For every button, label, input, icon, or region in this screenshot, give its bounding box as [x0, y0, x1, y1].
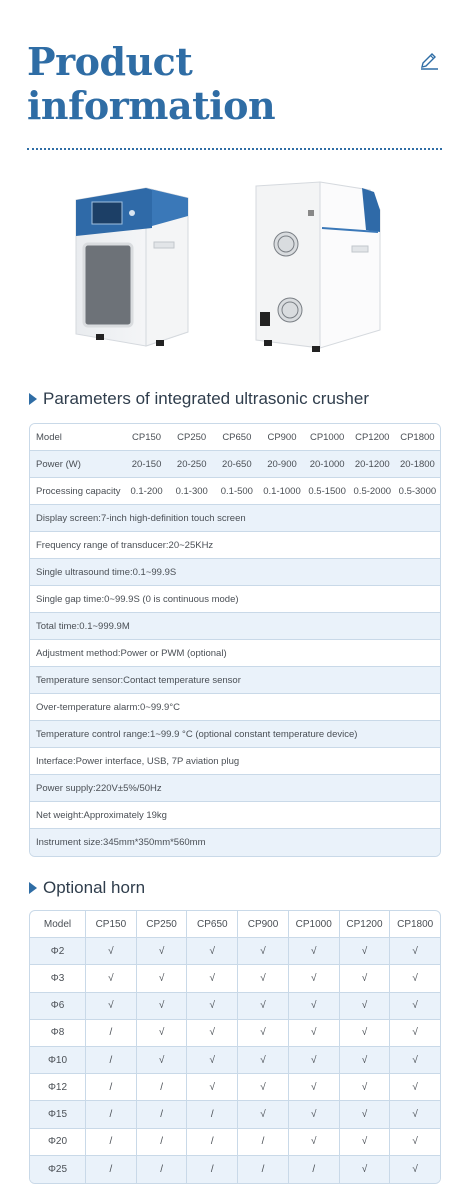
- cell: /: [238, 1156, 289, 1183]
- cell: √: [238, 993, 289, 1019]
- cell: √: [340, 1047, 391, 1073]
- title-line-2: information: [27, 83, 276, 128]
- row-label: Φ20: [30, 1129, 86, 1155]
- cell: /: [86, 1129, 137, 1155]
- cell: √: [238, 1020, 289, 1046]
- cell: √: [289, 1047, 340, 1073]
- pencil-icon[interactable]: [418, 48, 440, 70]
- title-line-1: Product: [27, 39, 193, 84]
- parameters-table: [29, 423, 441, 857]
- cell: √: [187, 993, 238, 1019]
- triangle-bullet-icon: [29, 393, 37, 405]
- table-row: [30, 1101, 440, 1128]
- cell: √: [137, 1047, 188, 1073]
- cell: /: [137, 1101, 188, 1127]
- row-label: Model: [36, 431, 62, 443]
- section-heading-optional-horn: [29, 878, 145, 898]
- cell: √: [289, 1020, 340, 1046]
- cell: 0.5-2000: [353, 485, 392, 497]
- cell: √: [289, 1074, 340, 1100]
- cell: √: [412, 972, 418, 984]
- cell: √: [238, 1101, 289, 1127]
- row-label: Power (W): [36, 458, 81, 470]
- table-row: [30, 1074, 440, 1101]
- cell: √: [340, 938, 391, 964]
- cell: √: [340, 1074, 391, 1100]
- cell: 20-650: [222, 458, 252, 470]
- cell: CP900: [238, 911, 289, 937]
- cell: CP250: [177, 431, 207, 443]
- cell: /: [289, 1156, 340, 1183]
- cell: √: [86, 938, 137, 964]
- cell: √: [412, 1081, 418, 1093]
- cell: √: [412, 1000, 418, 1012]
- section-heading-label: Optional horn: [43, 878, 146, 897]
- table-header-row: [30, 911, 440, 938]
- table-row: [30, 938, 440, 965]
- row-label: Model: [30, 911, 86, 937]
- cell: √: [340, 993, 391, 1019]
- cell: √: [238, 965, 289, 991]
- cell: √: [289, 1101, 340, 1127]
- table-row: [30, 1047, 440, 1074]
- cell: 0.1-1000: [263, 485, 301, 497]
- cell: CP1800: [400, 431, 435, 443]
- cell: √: [340, 1156, 391, 1183]
- cell: 20-250: [176, 458, 207, 470]
- cell: CP1000: [309, 431, 345, 443]
- cell: √: [238, 1074, 289, 1100]
- cell: √: [137, 1020, 188, 1046]
- cell: /: [187, 1101, 238, 1127]
- cell: √: [412, 1163, 418, 1175]
- cell: √: [137, 938, 188, 964]
- cell: /: [187, 1129, 238, 1155]
- cell: /: [238, 1129, 289, 1155]
- cell: /: [137, 1129, 188, 1155]
- cell: √: [412, 1108, 418, 1120]
- cell: √: [289, 993, 340, 1019]
- optional-horn-table: [29, 910, 441, 1184]
- cell: /: [137, 1074, 188, 1100]
- spec-row: Adjustment method:Power or PWM (optional): [30, 640, 440, 667]
- cell: /: [86, 1156, 137, 1183]
- row-label: Processing capacity: [36, 485, 121, 497]
- cell: √: [289, 1129, 340, 1155]
- product-back-image: [250, 180, 390, 355]
- row-label: Φ6: [30, 993, 86, 1019]
- section-heading-label: Parameters of integrated ultrasonic crusher: [43, 389, 369, 408]
- spec-row: Temperature control range:1~99.9 °C (optional constant temperature device): [30, 721, 440, 748]
- section-heading-parameters: [29, 389, 369, 409]
- spec-row: Single gap time:0~99.9S (0 is continuous mode): [30, 586, 440, 613]
- table-row-power: [30, 451, 440, 478]
- table-row: [30, 1129, 440, 1156]
- cell: CP250: [137, 911, 188, 937]
- cell: /: [86, 1074, 137, 1100]
- cell: √: [340, 1101, 391, 1127]
- spec-row: Temperature sensor:Contact temperature sensor: [30, 667, 440, 694]
- cell: √: [187, 1020, 238, 1046]
- cell: /: [86, 1020, 137, 1046]
- cell: /: [86, 1047, 137, 1073]
- cell: CP1800: [397, 918, 434, 930]
- row-label: Φ25: [30, 1156, 86, 1183]
- row-label: Φ8: [30, 1020, 86, 1046]
- spec-row: Frequency range of transducer:20~25KHz: [30, 532, 440, 559]
- cell: CP900: [267, 431, 297, 443]
- page-title: [27, 40, 275, 128]
- table-row: [30, 1020, 440, 1047]
- cell: CP1000: [289, 911, 340, 937]
- row-label: Φ3: [30, 965, 86, 991]
- cell: 0.1-500: [220, 485, 253, 497]
- cell: CP1200: [355, 431, 390, 443]
- cell: 20-900: [267, 458, 297, 470]
- cell: /: [137, 1156, 188, 1183]
- cell: √: [340, 965, 391, 991]
- cell: 20-1800: [399, 458, 435, 470]
- cell: √: [187, 1047, 238, 1073]
- table-row: [30, 993, 440, 1020]
- cell: /: [86, 1101, 137, 1127]
- cell: √: [238, 1047, 289, 1073]
- cell: 0.5-3000: [398, 485, 437, 497]
- cell: CP150: [86, 911, 137, 937]
- cell: 0.1-300: [175, 485, 208, 497]
- cell: √: [412, 1054, 418, 1066]
- spec-row: Instrument size:345mm*350mm*560mm: [30, 829, 440, 856]
- cell: 20-150: [131, 458, 162, 470]
- cell: 20-1000: [309, 458, 345, 470]
- cell: √: [187, 1074, 238, 1100]
- cell: √: [340, 1020, 391, 1046]
- cell: CP1200: [340, 911, 391, 937]
- spec-row: Single ultrasound time:0.1~99.9S: [30, 559, 440, 586]
- cell: 0.1-200: [130, 485, 163, 497]
- cell: √: [289, 938, 340, 964]
- cell: CP650: [222, 431, 252, 443]
- cell: 20-1200: [354, 458, 390, 470]
- divider: [27, 148, 442, 150]
- spec-row: Interface:Power interface, USB, 7P aviation plug: [30, 748, 440, 775]
- row-label: Φ12: [30, 1074, 86, 1100]
- cell: /: [187, 1156, 238, 1183]
- spec-row: Net weight:Approximately 19kg: [30, 802, 440, 829]
- table-row: [30, 965, 440, 992]
- row-label: Φ2: [30, 938, 86, 964]
- cell: √: [187, 965, 238, 991]
- table-row-capacity: [30, 478, 440, 505]
- cell: √: [86, 993, 137, 1019]
- cell: √: [137, 993, 188, 1019]
- cell: √: [187, 938, 238, 964]
- row-label: Φ15: [30, 1101, 86, 1127]
- table-row-model: [30, 424, 440, 451]
- triangle-bullet-icon: [29, 882, 37, 894]
- cell: √: [289, 965, 340, 991]
- row-label: Φ10: [30, 1047, 86, 1073]
- cell: CP150: [132, 431, 162, 443]
- cell: √: [412, 1136, 418, 1148]
- product-front-image: [68, 182, 198, 352]
- spec-row: Power supply:220V±5%/50Hz: [30, 775, 440, 802]
- cell: √: [412, 945, 418, 957]
- cell: √: [412, 1027, 418, 1039]
- spec-row: Total time:0.1~999.9M: [30, 613, 440, 640]
- spec-row: Display screen:7-inch high-definition touch screen: [30, 505, 440, 532]
- cell: √: [137, 965, 188, 991]
- table-row: [30, 1156, 440, 1183]
- cell: √: [86, 965, 137, 991]
- spec-row: Over-temperature alarm:0~99.9°C: [30, 694, 440, 721]
- cell: 0.5-1500: [308, 485, 346, 497]
- cell: √: [238, 938, 289, 964]
- cell: CP650: [187, 911, 238, 937]
- cell: √: [340, 1129, 391, 1155]
